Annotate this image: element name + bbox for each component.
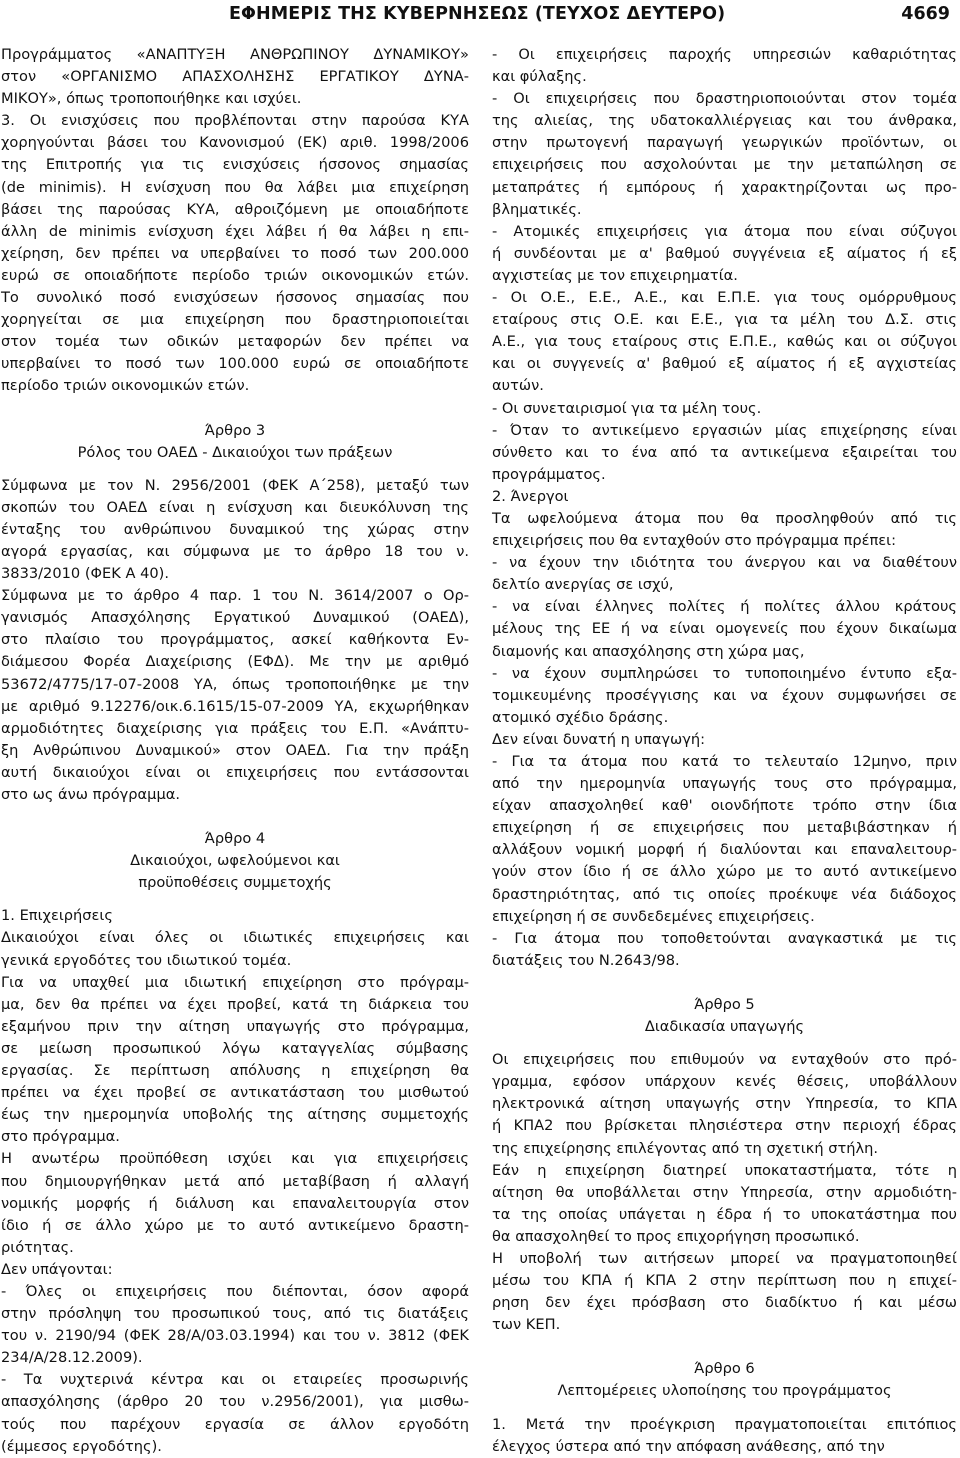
text-line: ευρώ σε οποιαδήποτε περίοδο τριών οικονομικών ετών. [1,266,469,284]
text-line: επιχειρήσεις που θα ενταχθούν στο πρόγραμμα πρέπει: [492,532,897,550]
text-line: διάμεσου Φορέα Διαχείρισης (ΕΦΔ). Με την με αριθμό [1,653,469,671]
text-line: περίοδο τριών οικονομικών ετών. [1,377,250,395]
heading-line: Δικαιούχοι, ωφελούμενοι και [130,852,340,870]
text-line: 234/Α/28.12.2009). [1,1349,143,1367]
text-line: χείρηση, δεν πρέπει να υπερβαίνει το ποσό των 200.000 [1,244,469,262]
text-line: 1. Μετά την προέγκριση πραγματοποιείται επιτόπιος [492,1415,957,1433]
text-line: σε μείωση προσωπικού λόγω καταγγελίας σύμβασης [1,1039,469,1057]
spacer [1,894,469,905]
article-heading [1,420,469,464]
text-line: αγχιστείας με τον επιχειρηματία. [492,266,738,284]
paragraph [492,928,957,972]
text-line: στην πρόσληψη του προσωπικού τους, από τις διατάξεις [1,1305,469,1323]
text-line: νομικής μορφής ή διάλυση και επαναλειτουργία στον [1,1194,469,1212]
heading-line: Λεπτομέρειες υλοποίησης του προγράμματος [557,1382,892,1400]
text-line: 3833/2010 (ΦΕΚ Α 40). [1,565,169,583]
text-line: - Οι επιχειρήσεις παροχής υπηρεσιών καθαριότητας [492,46,957,63]
text-line: ή ΚΠΑ2 που βρίσκεται πλησιέστερα στην περιοχή έδρας [492,1117,957,1135]
text-line: άλλη de minimis ενίσχυση έχει λάβει ή θα λάβει η επι- [1,222,469,240]
text-line: χορηγούνται βάσει του Κανονισμού (ΕΚ) αριθ. 1998/2006 [1,134,469,152]
paragraph [492,552,957,596]
paragraph [1,972,469,1149]
paragraph [492,1414,957,1458]
text-line: γούν στον ίδιο ή σε άλλο χώρο με το αυτό αντικείμενο [492,863,957,881]
right-column [492,44,957,1458]
text-line: Δεν είναι δυνατή η υπαγωγή: [492,730,706,748]
text-line: διατάξεις του Ν.2643/98. [492,951,680,969]
heading-line: Άρθρο 3 [204,421,266,439]
paragraph [492,596,957,662]
paragraph [1,1148,469,1258]
text-line: είχαν απασχοληθεί καθ' οιονδήποτε τρόπο στην ίδια [492,797,957,815]
text-line: Δικαιούχοι είναι όλες οι ιδιωτικές επιχειρήσεις και [1,929,469,947]
text-line: Η υποβολή των αιτήσεων μπορεί να πραγματοποιηθεί [492,1249,957,1267]
text-line: στο πλαίσιο του προγράμματος, ασκεί καθήκοντα Εν- [1,631,469,649]
text-line: με αριθμό 9.12276/οικ.6.1615/15-07-2009 ΥΑ, εκχωρήθηκαν [1,697,469,715]
text-line: σύνθετο και το ένα από τα αντικείμενα εξαιρείται του [492,443,957,461]
heading-line: Άρθρο 5 [694,995,755,1013]
spacer [492,1403,957,1414]
paragraph [492,486,957,508]
text-line: - να έχουν συμπληρώσει το τυποποιημένο έντυπο εξα- [492,664,957,682]
spacer [492,1336,957,1358]
text-line: - Οι συνεταιρισμοί για τα μέλη τους. [492,399,762,417]
text-line: σκοπών του ΟΑΕΔ είναι η ενίσχυση και διευκόλυνση της [1,498,469,516]
paragraph [492,44,957,88]
text-line: ένταξης του ανθρώπινου δυναμικού της χώρας στην [1,520,469,538]
text-line: της επιχείρησης επιλέγοντας από τη σχετική στήλη. [492,1139,879,1157]
text-line: Για να υπαχθεί μια ιδιωτική επιχείρηση στο πρόγραμ- [1,973,469,991]
text-line: Οι επιχειρήσεις που επιθυμούν να ενταχθούν στο πρό- [492,1051,957,1069]
text-line: - Οι επιχειρήσεις που δραστηριοποιούνται στον τομέα [492,90,957,108]
text-line: που δημιουργήθηκαν μετά από μεταβίβαση ή αλλαγή [1,1172,469,1190]
text-line: αυτών. [492,377,544,395]
paragraph [1,1369,469,1457]
text-line: Σύμφωνα με το άρθρο 4 παρ. 1 του Ν. 3614/2007 ο Ορ- [1,587,469,605]
text-line: ή συνδέονται με α' βαθμού συγγένεια εξ αίματος ή εξ [492,244,957,262]
article-heading [492,994,957,1038]
heading-line: Ρόλος του ΟΑΕΔ - Δικαιούχοι των πράξεων [77,443,393,461]
paragraph [492,287,957,397]
text-line: ρηση δεν έχει πρόσβαση στο διαδίκτυο ή και μέσω [492,1294,957,1312]
text-line: και φύλαξης. [492,68,587,86]
text-line: αίτηση θα υποβάλλεται στην Υπηρεσία, στην αρμοδιότη- [492,1183,957,1201]
text-line: Τα ωφελούμενα άτομα που θα προσληφθούν από τις [492,509,957,527]
spacer [1,806,469,828]
text-line: στον «ΟΡΓΑΝΙΣΜΟ ΑΠΑΣΧΟΛΗΣΗΣ ΕΡΓΑΤΙΚΟΥ ΔΥΝΑ- [1,68,469,86]
text-line: επιχείρηση ή σε επιχειρήσεις που μεταβιβάστηκαν ή [492,819,957,837]
text-line: 3. Οι ενισχύσεις που προβλέπονται στην παρούσα ΚΥΑ [1,112,469,130]
text-line: βάσει της παρούσας ΚΥΑ, αθροιζόμενη με οποιαδήποτε [1,200,469,218]
paragraph [492,420,957,486]
text-line: στην πρωτογενή παραγωγή γεωργικών προϊόντων, οι [492,134,957,152]
text-line: - να είναι έλληνες πολίτες ή πολίτες άλλου κράτους [492,598,957,616]
text-line: - Για άτομα που τοποθετούνται αναγκαστικά με τις [492,929,957,947]
text-line: Δεν υπάγονται: [1,1260,113,1278]
text-line: γανισμός Απασχόλησης Εργατικού Δυναμικού (ΟΑΕΔ), [1,609,469,627]
text-line: (de minimis). Η ενίσχυση που θα λάβει μια επιχείρηση [1,178,469,196]
text-line: χορηγείται σε μια επιχείρηση που δραστηριοποιείται [1,311,469,329]
paragraph [492,663,957,729]
paragraph [1,927,469,971]
text-line: βληματικές. [492,200,582,218]
page-header [0,0,960,34]
text-line: ηλεκτρονικά αίτηση υπαγωγής στην Υπηρεσία, το ΚΠΑ [492,1095,957,1113]
text-line: ίδιο ή σε άλλο χώρο με το αυτό αντικείμενο δραστη- [1,1216,469,1234]
heading-line: Διαδικασία υπαγωγής [644,1018,805,1036]
text-line: έλεγχος ύστερα από την απόφαση ανάθεσης, από την [492,1437,885,1455]
text-line: έως την ημερομηνία υποβολής της αίτησης συμμετοχής [1,1106,469,1124]
text-line: προγράμματος. [492,465,606,483]
text-line: ριότητας. [1,1238,74,1256]
spacer [1,464,469,475]
text-line: διαμονής και απασχόλησης στη χώρα μας, [492,642,805,660]
text-line: - Όταν το αντικείμενο εργασιών μίας επιχείρησης είναι [492,421,957,439]
text-line: αγορά εργασίας, και σύμφωνα με το άρθρο 18 του ν. [1,542,469,560]
paragraph [1,475,469,585]
text-line: εργασίας. Σε περίπτωση απόλυσης η επιχείρηση θα [1,1062,469,1080]
gazette-title: ΕΦΗΜΕΡΙΣ ΤΗΣ ΚΥΒΕΡΝΗΣΕΩΣ (ΤΕΥΧΟΣ ΔΕΥΤΕΡΟ) [229,4,726,24]
text-line: ΜΙΚΟΥ», όπως τροποποιήθηκε και ισχύει. [1,90,302,108]
text-line: Εάν η επιχείρηση διατηρεί υποκαταστήματα, τότε η [492,1161,957,1179]
paragraph [492,221,957,287]
text-line: εταίρους στις Ο.Ε. και Ε.Ε., για τα μέλη του Δ.Σ. στις [492,311,957,329]
text-line: στο ως άνω πρόγραμμα. [1,786,180,803]
text-line: τα της οποίας υπάγεται η έδρα ή το υποκατάστημα που [492,1205,957,1223]
spacer [492,972,957,994]
text-line: ατομικό σχέδιο δράσης. [492,708,669,726]
text-line: αλλάξουν νομική μορφή ή διαλύονται και επαναλειτουρ- [492,841,957,859]
text-line: - Για τα άτομα που κατά το τελευταίο 12μηνο, πριν [492,753,957,770]
text-line: μεταπράτες ή εμπόρους ή χαρακτηρίζονται ως προ- [492,178,957,196]
text-line: επιχείρηση ή σε συνδεδεμένες επιχειρήσεις. [492,907,815,925]
text-line: 1. Επιχειρήσεις [1,907,113,925]
text-line: γραμμα, εφόσον υπάρχουν κενές θέσεις, υποβάλλουν [492,1073,957,1091]
paragraph [492,751,957,928]
paragraph [1,1259,469,1281]
paragraph [1,585,469,806]
text-line: από την ημερομηνία υπαγωγής τους στο πρόγραμμα, [492,775,957,793]
text-line: - Τα νυχτερινά κέντρα και οι εταιρείες προσωρινής [1,1371,469,1389]
text-line: του ν. 2190/94 (ΦΕΚ 28/Α/03.03.1994) και του ν. 3812 (ΦΕΚ [1,1327,469,1345]
text-line: Α.Ε., για τους εταίρους στις Ε.Π.Ε., καθώς και οι σύζυγοι [492,333,957,351]
text-line: μέσω του ΚΠΑ ή ΚΠΑ 2 στην περίπτωση που η επιχεί- [492,1272,957,1290]
article-heading [492,1358,957,1402]
text-line: των ΚΕΠ. [492,1316,561,1334]
text-line: - Όλες οι επιχειρήσεις που διέπονται, όσον αφορά [1,1282,469,1300]
heading-line: Άρθρο 4 [204,830,266,848]
text-line: της Επιτροπής για τις ενισχύσεις ήσσονος σημασίας [1,156,469,174]
text-line: τομικευμένης προσέγγισης και να έχουν συμφωνήσει σε [492,686,957,704]
text-line: επιχειρήσεις που ασχολούνται με την μεταπώληση σε [492,156,957,174]
text-line: δραστηριότητας, από τις οποίες προέκυψε νέα διάδοχος [492,885,957,903]
heading-line: προϋποθέσεις συμμετοχής [138,874,332,892]
paragraph [1,44,469,110]
heading-line: Άρθρο 6 [694,1360,755,1378]
left-column [1,44,469,1458]
text-line: υπερβαίνει το ποσό των 100.000 ευρώ σε οποιαδήποτε [1,355,469,373]
text-line: Σύμφωνα με τον Ν. 2956/2001 (ΦΕΚ Α΄258), μεταξύ των [1,476,469,494]
paragraph [492,1248,957,1336]
spacer [492,1038,957,1049]
spacer [1,398,469,420]
page-number: 4669 [901,4,950,24]
paragraph [492,1049,957,1159]
text-line: 2. Άνεργοι [492,487,569,505]
text-line: απασχόλησης (άρθρο 20 του ν.2956/2001), για μισθω- [1,1393,469,1411]
text-line: (έμμεσος εργοδότης). [1,1437,162,1455]
text-line: στον τομέα των οδικών μεταφορών δεν πρέπει να [1,333,469,351]
text-line: αρμοδιότητες διαχείρισης για πράξεις του Ε.Π. «Ανάπτυ- [1,719,469,737]
text-line: γενικά εργοδότες του ιδιωτικού τομέα. [1,951,292,969]
text-line: 53672/4775/17-07-2008 ΥΑ, όπως τροποποιήθηκε με την [1,675,469,693]
text-line: και οι συγγενείς α' βαθμού εξ αίματος ή εξ αγχιστείας [492,355,957,373]
text-line: τούς που παρέχουν εργασία σε άλλον εργοδότη [1,1415,469,1433]
text-line: - να έχουν την ιδιότητα του άνεργου και να διαθέτουν [492,554,957,572]
paragraph [492,729,957,751]
paragraph [1,905,469,927]
text-line: θα απασχοληθεί το προς επιχορήγηση προσωπικό. [492,1227,860,1245]
text-line: μέλους της ΕΕ ή να είναι ομογενείς που έχουν δικαίωμα [492,620,957,638]
paragraph [492,508,957,552]
text-line: στο πρόγραμμα. [1,1128,120,1146]
text-line: δελτίο ανεργίας σε ισχύ, [492,576,674,594]
text-line: της αλιείας, της υδατοκαλλιέργειας και του άνθρακα, [492,112,957,130]
paragraph [492,88,957,221]
text-line: μα, δεν θα πρέπει να έχει προβεί, κατά τη διάρκεια του [1,995,469,1013]
paragraph [1,110,469,397]
paragraph [492,1160,957,1248]
text-line: εξαμήνου πριν την αίτηση υπαγωγής στο πρόγραμμα, [1,1017,469,1035]
text-line: Η ανωτέρω προϋπόθεση ισχύει και για επιχειρήσεις [1,1150,469,1168]
text-line: αυτή δικαιούχοι είναι οι επιχειρήσεις που εντάσσονται [1,763,469,781]
paragraph [492,398,957,420]
article-heading [1,828,469,894]
text-line: Προγράμματος «ΑΝΑΠΤΥΞΗ ΑΝΘΡΩΠΙΝΟΥ ΔΥΝΑΜΙΚΟΥ» [1,46,469,63]
text-line: - Ατομικές επιχειρήσεις για άτομα που είναι σύζυγοι [492,222,957,240]
text-line: ξη Ανθρώπινου Δυναμικού» στον ΟΑΕΔ. Για την πράξη [1,741,469,759]
text-line: Το συνολικό ποσό ενισχύσεων ήσσονος σημασίας που [1,289,469,307]
text-line: πρέπει να έχει προβεί σε αντικατάσταση του μισθωτού [1,1084,469,1102]
text-line: - Οι Ο.Ε., Ε.Ε., Α.Ε., και Ε.Π.Ε. για τους ομόρρυθμους [492,289,957,307]
paragraph [1,1281,469,1369]
